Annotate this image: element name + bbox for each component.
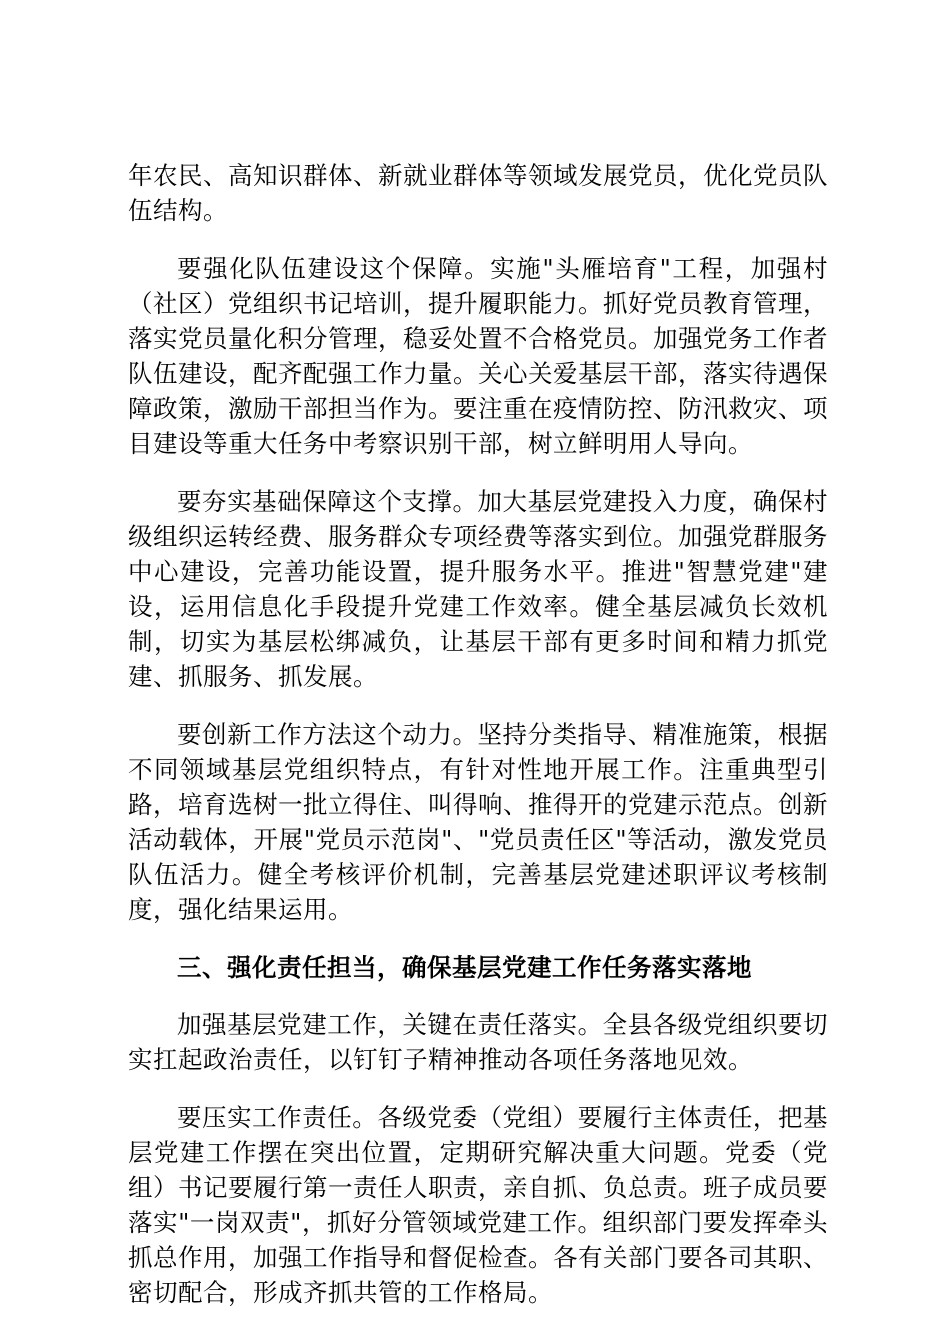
document-body <box>128 158 828 1333</box>
paragraph-continuation: 年农民、高知识群体、新就业群体等领域发展党员，优化党员队伍结构。 <box>128 161 828 225</box>
paragraph-innovation: 要创新工作方法这个动力。坚持分类指导、精准施策，根据不同领域基层党组织特点，有针对性地开展工作。注重典型引路，培育选树一批立得住、叫得响、推得开的党建示范点。创新活动载体，开展"党员示范岗"、"党员责任区"等活动，激发党员队伍活力。健全考核评价机制，完善基层党建述职评议考核制度，强化结果运用。 <box>128 720 828 924</box>
paragraph-responsibility-detail: 要压实工作责任。各级党委（党组）要履行主体责任，把基层党建工作摆在突出位置，定期研究解决重大问题。党委（党组）书记要履行第一责任人职责，亲自抓、负总责。班子成员要落实"一岗双责"，抓好分管领域党建工作。组织部门要发挥牵头抓总作用，加强工作指导和督促检查。各有关部门要各司其职、密切配合，形成齐抓共管的工作格局。 <box>128 1103 828 1307</box>
paragraph-team-building: 要强化队伍建设这个保障。实施"头雁培育"工程，加强村（社区）党组织书记培训，提升履职能力。抓好党员教育管理，落实党员量化积分管理，稳妥处置不合格党员。加强党务工作者队伍建设，配齐配强工作力量。关心关爱基层干部，落实待遇保障政策，激励干部担当作为。要注重在疫情防控、防汛救灾、项目建设等重大任务中考察识别干部，树立鲜明用人导向。 <box>128 254 828 458</box>
paragraph-responsibility-intro: 加强基层党建工作，关键在责任落实。全县各级党组织要切实扛起政治责任，以钉钉子精神推动各项任务落地见效。 <box>128 1010 828 1074</box>
paragraph-basic-support: 要夯实基础保障这个支撑。加大基层党建投入力度，确保村级组织运转经费、服务群众专项经费等落实到位。加强党群服务中心建设，完善功能设置，提升服务水平。推进"智慧党建"建设，运用信息化手段提升党建工作效率。健全基层减负长效机制，切实为基层松绑减负，让基层干部有更多时间和精力抓党建、抓服务、抓发展。 <box>128 487 828 691</box>
section-heading: 三、强化责任担当，确保基层党建工作任务落实落地 <box>177 953 752 982</box>
